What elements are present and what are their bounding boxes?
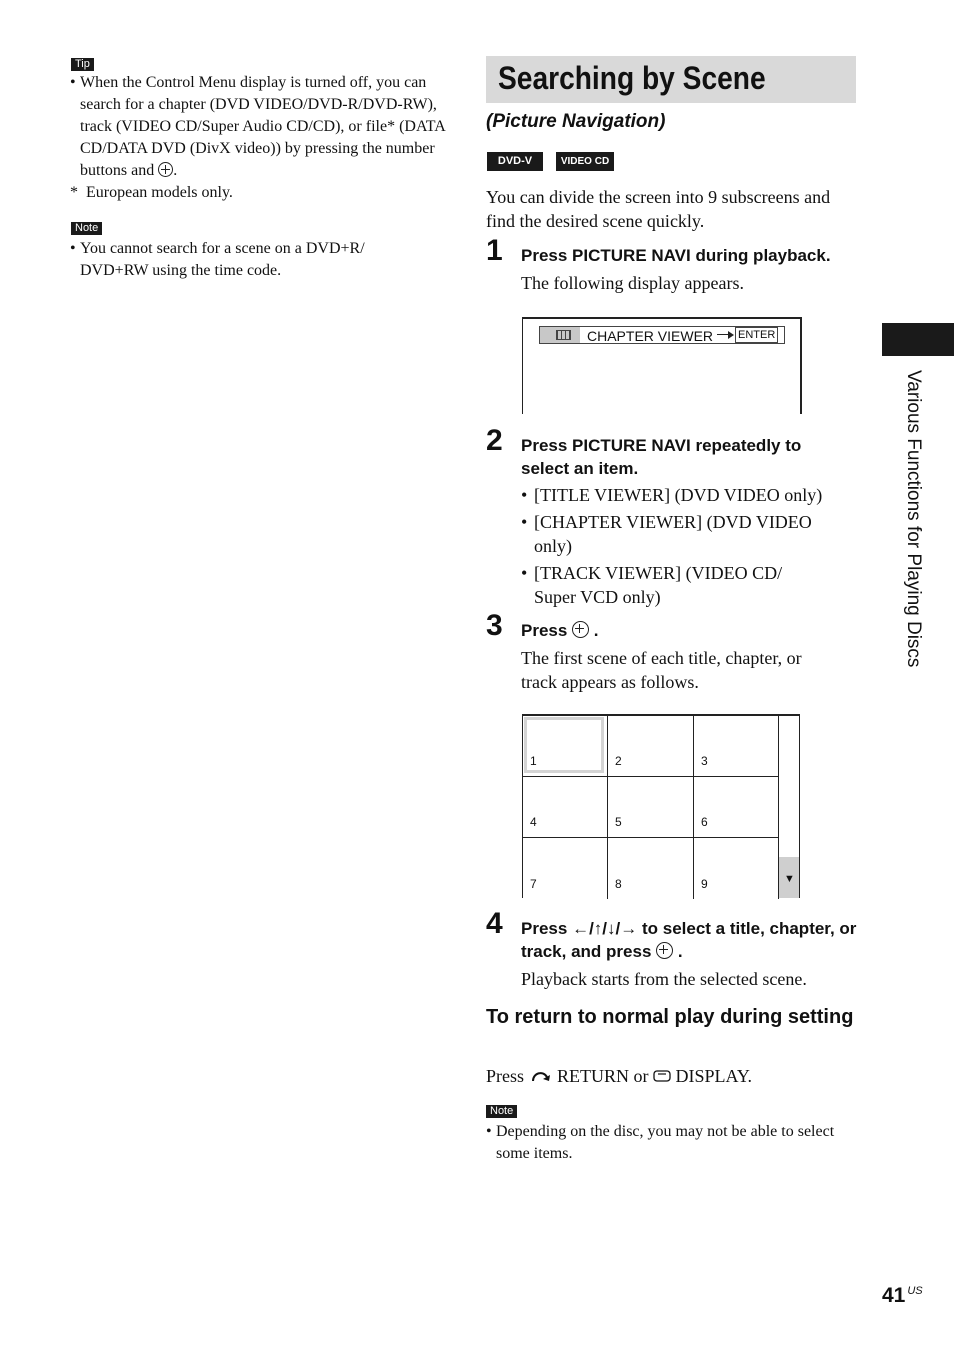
grid-cell-number: 9 <box>701 877 708 891</box>
step-2-heading: Press PICTURE NAVI repeatedly to select an item. <box>521 436 802 478</box>
note-badge: Note <box>71 222 102 235</box>
enter-key-icon: ENTER <box>735 327 778 343</box>
display-icon <box>653 1069 671 1083</box>
scene-grid <box>522 714 800 898</box>
grid-cell[interactable] <box>523 716 608 777</box>
return-mid-text: RETURN or <box>557 1066 649 1086</box>
step-4-number: 4 <box>486 907 503 940</box>
scrollbar[interactable] <box>779 716 799 898</box>
step-2-number: 2 <box>486 424 503 457</box>
grid-cell[interactable] <box>694 838 779 899</box>
return-press-text: Press <box>486 1066 525 1086</box>
grid-cell[interactable] <box>608 838 694 899</box>
step-1-heading: Press PICTURE NAVI during playback. <box>521 246 831 265</box>
step-1-body: The following display appears. <box>521 273 744 293</box>
scroll-down-icon[interactable]: ▼ <box>784 873 795 885</box>
video-cd-badge: VIDEO CD <box>556 152 614 171</box>
step-4-heading-b: to select a title, chapter, or track, and press <box>521 919 857 961</box>
grid-cell[interactable] <box>523 838 608 899</box>
step-4-body: Playback starts from the selected scene. <box>521 969 807 989</box>
grid-cell-number: 1 <box>530 754 537 768</box>
step-4-heading-end: . <box>677 942 683 961</box>
grid-cell[interactable] <box>608 716 694 777</box>
side-tab-block <box>882 323 954 356</box>
grid-cell-number: 2 <box>615 754 622 768</box>
tip-badge: Tip <box>71 58 94 71</box>
grid-cell-number: 6 <box>701 815 708 829</box>
list-item: • [CHAPTER VIEWER] (DVD VIDEO only) <box>521 510 834 558</box>
chapter-grid-icon <box>556 330 571 340</box>
tip-text-end: . <box>173 162 178 179</box>
main-note-body: • Depending on the disc, you may not be able to select some items. <box>486 1121 858 1165</box>
grid-cell-number: 5 <box>615 815 622 829</box>
return-text <box>486 1064 752 1088</box>
note-text-body: • You cannot search for a scene on a DVD+R/ DVD+RW using the time code. <box>70 238 400 282</box>
dvd-v-badge: DVD-V <box>487 152 543 171</box>
intro-text: You can divide the screen into 9 subscreens and find the desired scene quickly. <box>486 187 831 231</box>
note-text <box>70 238 400 282</box>
grid-cell[interactable] <box>523 777 608 838</box>
return-heading: To return to normal play during setting <box>486 1006 854 1028</box>
chapter-viewer-display <box>522 317 802 414</box>
enter-circle-icon <box>656 942 673 959</box>
enter-circle-icon <box>572 621 589 638</box>
grid-cell[interactable] <box>608 777 694 838</box>
grid-cell[interactable] <box>694 716 779 777</box>
return-end-text: DISPLAY. <box>675 1066 753 1086</box>
page-number <box>882 1284 923 1308</box>
subtitle: (Picture Navigation) <box>486 111 666 132</box>
note-badge: Note <box>486 1105 517 1118</box>
list-item: • [TRACK VIEWER] (VIDEO CD/ Super VCD only) <box>521 561 814 609</box>
grid-cell-number: 8 <box>615 877 622 891</box>
return-icon <box>529 1068 553 1084</box>
grid-cell-number: 4 <box>530 815 537 829</box>
footnote <box>70 182 450 204</box>
tip-text-body: When the Control Menu display is turned off, you can search for a chapter (DVD VIDEO/DVD-R/DVD-RW), track (VIDEO CD/Super Audio CD/CD), or file* (DATA CD/DATA DVD (DivX video)) by pressing the number buttons and <box>80 74 445 179</box>
main-note-text <box>486 1121 858 1165</box>
page-title: Searching by Scene <box>498 60 766 96</box>
tip-text <box>70 72 450 182</box>
step-3-heading-text: Press <box>521 621 568 640</box>
display-label: CHAPTER VIEWER <box>587 328 714 344</box>
title-bar <box>486 56 856 103</box>
page-number-value: 41 <box>882 1284 906 1307</box>
step-3-number: 3 <box>486 609 503 642</box>
page-number-suffix: US <box>907 1285 923 1297</box>
enter-circle-icon <box>158 162 173 177</box>
step-3-body: The first scene of each title, chapter, or track appears as follows. <box>521 648 802 692</box>
side-tab-label: Various Functions for Playing Discs <box>903 370 924 668</box>
grid-cell[interactable] <box>694 777 779 838</box>
grid-cell-number: 3 <box>701 754 708 768</box>
display-bar <box>539 326 785 344</box>
step-4-heading-a: Press <box>521 919 568 938</box>
arrow-head-icon <box>728 331 734 339</box>
grid-cell-number: 7 <box>530 877 537 891</box>
footnote-mark: * <box>70 184 78 201</box>
step-3-heading <box>521 619 861 642</box>
list-item: • [TITLE VIEWER] (DVD VIDEO only) <box>521 483 856 507</box>
step-1-number: 1 <box>486 234 503 267</box>
step-3-heading-end: . <box>593 621 599 640</box>
arrow-keys-icon: ←/↑/↓/→ <box>572 919 638 938</box>
step-4-heading <box>521 917 861 963</box>
step-2-list <box>521 483 856 612</box>
footnote-text: European models only. <box>86 184 233 201</box>
